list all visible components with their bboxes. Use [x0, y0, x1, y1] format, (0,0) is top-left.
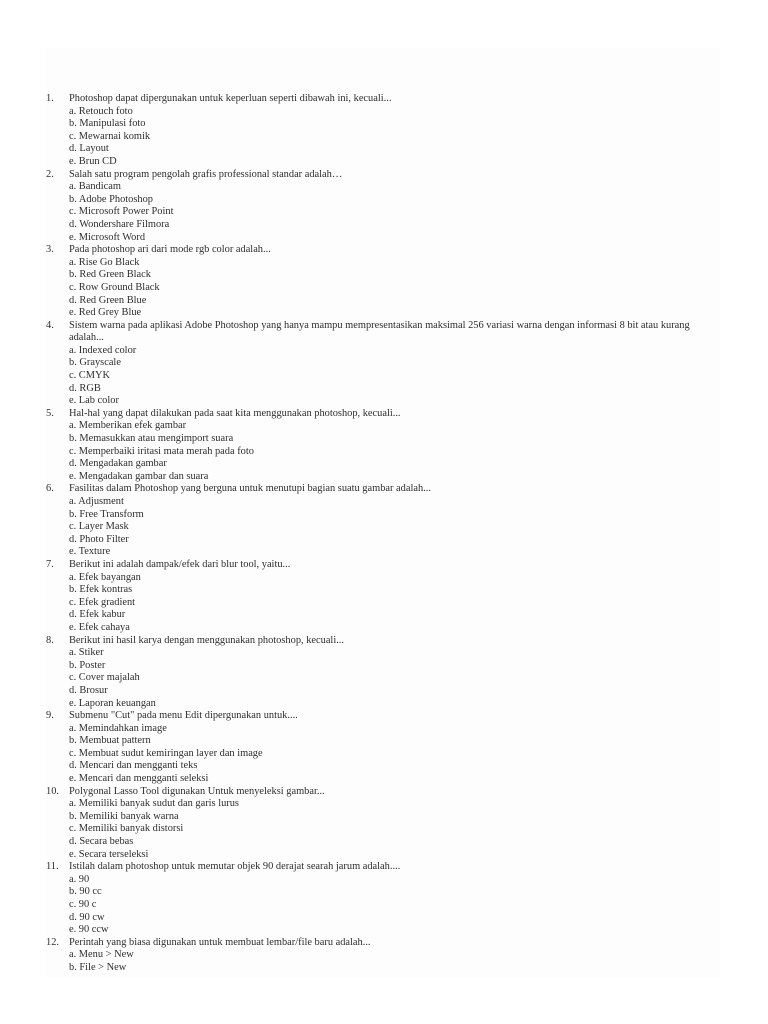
answer-option: b. Grayscale: [69, 357, 121, 369]
question-text: Submenu "Cut" pada menu Edit dipergunakan untuk....: [69, 710, 298, 722]
answer-option: d. Red Green Blue: [69, 294, 147, 306]
question-text: Photoshop dapat dipergunakan untuk keperluan seperti dibawah ini, kecuali...: [69, 93, 392, 104]
question-text: Sistem warna pada aplikasi Adobe Photoshop yang hanya mampu mempresentasikan maksimal 256 variasi warna dengan informasi 8 bit atau kurang adalah...: [69, 319, 690, 344]
question-item: [46, 169, 720, 245]
answer-option: c. Membuat sudut kemiringan layer dan image: [69, 747, 263, 759]
answer-option: a. Adjusment: [69, 496, 124, 507]
question-item: [46, 861, 720, 937]
answer-option: b. Memasukkan atau mengimport suara: [69, 433, 234, 445]
question-item: [46, 786, 720, 862]
answer-option: c. CMYK: [69, 370, 110, 382]
question-number: 5.: [46, 407, 54, 419]
question-item: [46, 483, 720, 559]
answer-option: e. Lab color: [69, 395, 119, 407]
question-text: Salah satu program pengolah grafis professional standar adalah…: [69, 168, 343, 180]
answer-option: d. Photo Filter: [69, 533, 129, 545]
answer-option: e. Brun CD: [69, 155, 117, 167]
question-number: 2.: [46, 168, 54, 180]
answer-option: e. Mencari dan mengganti seleksi: [69, 773, 209, 785]
answer-option: d. Mengadakan gambar: [69, 458, 167, 470]
answer-option: b. Poster: [69, 659, 106, 671]
question-number: 10.: [46, 785, 59, 797]
question-list: [46, 93, 720, 975]
answer-option: c. 90 c: [69, 899, 97, 910]
question-number: 9.: [46, 710, 54, 722]
answer-option: c. Microsoft Power Point: [69, 206, 174, 218]
answer-option: a. Retouch foto: [69, 105, 133, 117]
answer-option: e. Microsoft Word: [69, 231, 146, 243]
answer-option: d. Mencari dan mengganti teks: [69, 760, 198, 772]
answer-option: a. Stiker: [69, 647, 104, 659]
question-text: Berikut ini hasil karya dengan menggunakan photoshop, kecuali...: [69, 634, 344, 646]
answer-option: a. Rise Go Black: [69, 256, 140, 268]
question-item: [46, 320, 720, 408]
answer-option: d. Layout: [69, 143, 109, 155]
answer-option: d. 90 cw: [69, 911, 105, 923]
question-item: [46, 408, 720, 484]
answer-option: a. Memiliki banyak sudut dan garis lurus: [69, 798, 239, 810]
answer-option: b. Efek kontras: [69, 584, 133, 596]
question-number: 1.: [46, 93, 54, 104]
question-item: [46, 937, 720, 975]
question-number: 12.: [46, 936, 59, 948]
answer-option: a. Memberikan efek gambar: [69, 420, 187, 432]
question-number: 8.: [46, 634, 54, 646]
answer-option: a. Indexed color: [69, 344, 137, 356]
answer-option: e. Secara terseleksi: [69, 848, 149, 860]
question-number: 6.: [46, 483, 54, 495]
answer-option: c. Layer Mask: [69, 521, 129, 533]
answer-option: b. Adobe Photoshop: [69, 193, 153, 205]
answer-option: b. 90 cc: [69, 886, 102, 898]
document-page: [46, 48, 720, 978]
answer-option: e. Efek cahaya: [69, 621, 130, 633]
answer-option: c. Mewarnai komik: [69, 130, 151, 142]
answer-option: c. Efek gradient: [69, 596, 136, 608]
question-text: Pada photoshop ari dari mode rgb color adalah...: [69, 244, 271, 256]
question-item: [46, 635, 720, 711]
question-text: Istilah dalam photoshop untuk memutar objek 90 derajat searah jarum adalah....: [69, 861, 401, 873]
answer-option: e. 90 ccw: [69, 924, 109, 936]
question-number: 3.: [46, 244, 54, 256]
question-item: [46, 93, 720, 169]
question-text: Berikut ini adalah dampak/efek dari blur tool, yaitu...: [69, 558, 291, 570]
answer-option: e. Texture: [69, 546, 111, 558]
answer-option: e. Laporan keuangan: [69, 697, 156, 709]
answer-option: d. RGB: [69, 382, 101, 394]
question-item: [46, 244, 720, 320]
answer-option: a. Efek bayangan: [69, 571, 141, 583]
question-text: Hal-hal yang dapat dilakukan pada saat kita menggunakan photoshop, kecuali...: [69, 407, 401, 419]
answer-option: a. Menu > New: [69, 949, 134, 961]
answer-option: b. Membuat pattern: [69, 735, 151, 747]
question-number: 11.: [46, 861, 59, 873]
answer-option: b. Red Green Black: [69, 269, 151, 281]
answer-option: b. Free Transform: [69, 508, 144, 520]
question-text: Polygonal Lasso Tool digunakan Untuk menyeleksi gambar...: [69, 785, 325, 797]
question-text: Perintah yang biasa digunakan untuk membuat lembar/file baru adalah...: [69, 936, 371, 948]
answer-option: c. Memperbaiki iritasi mata merah pada foto: [69, 445, 254, 457]
answer-option: b. File > New: [69, 961, 127, 973]
answer-option: e. Red Grey Blue: [69, 307, 142, 319]
answer-option: c. Cover majalah: [69, 672, 140, 684]
answer-option: a. Bandicam: [69, 181, 121, 193]
answer-option: c. Memiliki banyak distorsi: [69, 823, 184, 835]
question-item: [46, 710, 720, 786]
answer-option: b. Manipulasi foto: [69, 118, 146, 130]
answer-option: a. 90: [69, 873, 90, 885]
question-number: 7.: [46, 558, 54, 570]
answer-option: b. Memiliki banyak warna: [69, 810, 179, 822]
question-item: [46, 559, 720, 635]
answer-option: a. Memindahkan image: [69, 722, 167, 734]
question-number: 4.: [46, 319, 54, 331]
question-text: Fasilitas dalam Photoshop yang berguna untuk menutupi bagian suatu gambar adalah...: [69, 483, 431, 495]
answer-option: d. Brosur: [69, 684, 108, 696]
answer-option: d. Efek kabur: [69, 609, 126, 621]
answer-option: e. Mengadakan gambar dan suara: [69, 470, 209, 482]
answer-option: c. Row Ground Black: [69, 281, 160, 293]
answer-option: d. Secara bebas: [69, 836, 134, 848]
answer-option: d. Wondershare Filmora: [69, 218, 170, 230]
